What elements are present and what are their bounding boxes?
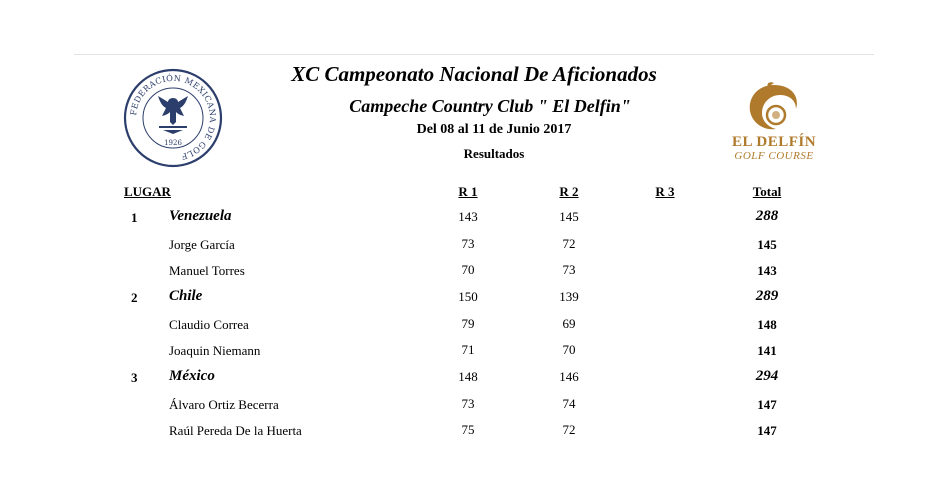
- team-place: 3: [131, 370, 138, 385]
- federacion-ring-text: FEDERACIÓN MEXICANA DE GOLF: [128, 72, 219, 163]
- player-row: [0, 420, 948, 446]
- team-place: 1: [131, 210, 138, 225]
- player-r1: 73: [461, 396, 475, 411]
- player-r2: 73: [562, 262, 576, 277]
- federacion-logo: [123, 68, 223, 168]
- player-row: [0, 394, 948, 420]
- player-r2: 70: [562, 342, 576, 357]
- player-total: 143: [757, 263, 777, 278]
- team-row: [0, 207, 948, 233]
- player-total: 148: [757, 317, 777, 332]
- team-name: México: [169, 368, 215, 384]
- player-name: Claudio Correa: [169, 317, 249, 332]
- team-place: 2: [131, 290, 138, 305]
- team-row: [0, 287, 948, 313]
- page-title: XC Campeonato Nacional De Aficionados: [291, 62, 657, 86]
- player-name: Manuel Torres: [169, 263, 245, 278]
- federacion-year: 1926: [164, 139, 182, 147]
- player-name: Joaquin Niemann: [169, 343, 261, 358]
- player-r1: 70: [461, 262, 475, 277]
- column-header-r2: R 2: [559, 184, 579, 199]
- player-r2: 72: [562, 236, 576, 251]
- player-r1: 71: [461, 342, 475, 357]
- team-r2: 146: [559, 369, 579, 384]
- el-delfin-name: EL DELFÍN: [731, 134, 817, 150]
- team-r2: 145: [559, 209, 579, 224]
- team-total: 294: [755, 368, 779, 384]
- player-r2: 74: [562, 396, 576, 411]
- page-subtitle: Campeche Country Club " El Delfin": [349, 96, 631, 116]
- team-name: Venezuela: [169, 208, 232, 224]
- event-dates: Del 08 al 11 de Junio 2017: [416, 122, 572, 137]
- team-r1: 143: [458, 209, 478, 224]
- team-r1: 148: [458, 369, 478, 384]
- team-r1: 150: [458, 289, 478, 304]
- player-name: Álvaro Ortiz Becerra: [169, 397, 279, 412]
- team-total: 288: [755, 208, 779, 224]
- column-header-r1: R 1: [458, 184, 478, 199]
- player-r2: 69: [562, 316, 576, 331]
- column-header-total: Total: [752, 184, 782, 199]
- player-total: 147: [757, 423, 777, 438]
- player-row: [0, 234, 948, 260]
- player-total: 145: [757, 237, 777, 252]
- player-r1: 79: [461, 316, 475, 331]
- column-header-r3: R 3: [655, 184, 675, 199]
- team-row: [0, 367, 948, 393]
- player-r1: 75: [461, 422, 475, 437]
- player-row: [0, 314, 948, 340]
- player-total: 147: [757, 397, 777, 412]
- eagle-icon: [158, 96, 188, 134]
- player-r2: 72: [562, 422, 576, 437]
- player-total: 141: [757, 343, 777, 358]
- top-divider: [74, 54, 874, 55]
- team-name: Chile: [169, 288, 203, 304]
- player-row: [0, 260, 948, 286]
- results-label: Resultados: [463, 146, 525, 161]
- dolphin-icon: [750, 82, 797, 129]
- player-row: [0, 340, 948, 366]
- player-name: Jorge García: [169, 237, 235, 252]
- player-name: Raúl Pereda De la Huerta: [169, 423, 302, 438]
- player-r1: 73: [461, 236, 475, 251]
- team-total: 289: [755, 288, 779, 304]
- el-delfin-subtitle: GOLF COURSE: [734, 150, 814, 162]
- team-r2: 139: [559, 289, 579, 304]
- column-header-place: LUGAR: [124, 184, 171, 199]
